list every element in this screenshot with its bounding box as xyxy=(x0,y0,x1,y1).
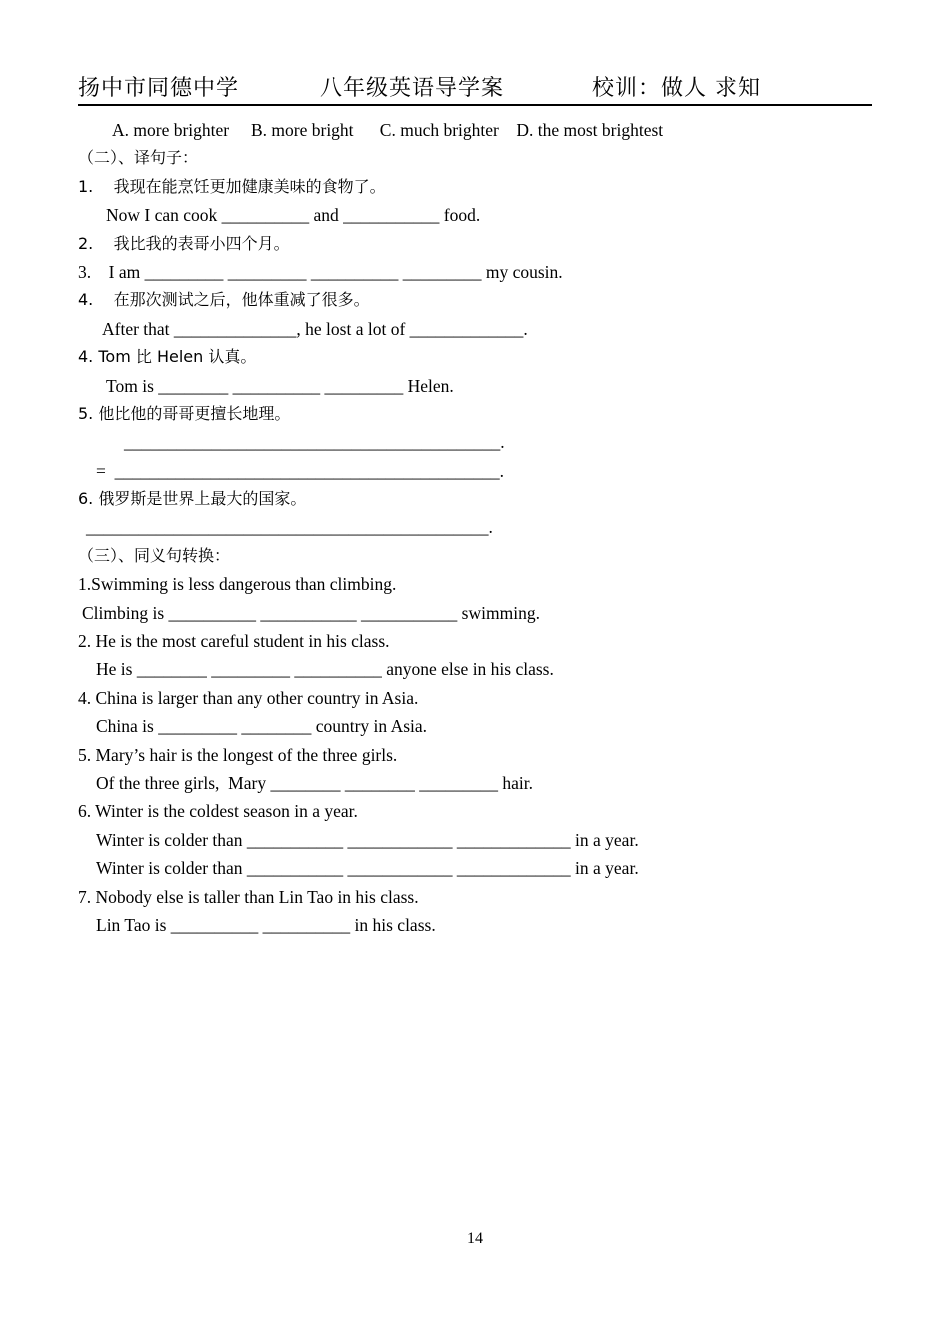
worksheet-line: China is _________ ________ country in Asia. xyxy=(96,716,428,737)
worksheet-line: After that ______________, he lost a lot of _____________. xyxy=(102,318,528,339)
worksheet-line: （三）、同义句转换： xyxy=(78,545,231,565)
worksheet-line: 3. I am _________ _________ __________ _________ my cousin. xyxy=(78,261,563,282)
worksheet-line: 2. 我比我的表哥小四个月。 xyxy=(78,233,290,253)
worksheet-line: 4. 在那次测试之后，他体重减了很多。 xyxy=(78,290,370,310)
worksheet-line: 5. 他比他的哥哥更擅长地理。 xyxy=(78,403,291,423)
header-school: 扬中市同德中学 xyxy=(78,76,240,101)
header-title: 八年级英语导学案 xyxy=(320,76,505,101)
worksheet-line: 1.Swimming is less dangerous than climbing. xyxy=(78,574,397,595)
worksheet-line: A. more brighter B. more bright C. much brighter D. the most brightest xyxy=(112,120,664,140)
worksheet-line: 6. 俄罗斯是世界上最大的国家。 xyxy=(78,489,307,509)
worksheet-line: Lin Tao is __________ __________ in his class. xyxy=(96,914,436,935)
worksheet-line: Tom is ________ __________ _________ Helen. xyxy=(106,375,454,396)
header-motto: 校训：做人 求知 xyxy=(592,76,761,101)
worksheet-line: He is ________ _________ __________ anyone else in his class. xyxy=(96,659,554,680)
page-number: 14 xyxy=(467,1230,483,1247)
worksheet-line: ___________________________________________. xyxy=(124,432,505,453)
worksheet-line: ______________________________________________. xyxy=(86,517,493,538)
worksheet-line: Winter is colder than ___________ ____________ _____________ in a year. xyxy=(96,829,639,850)
worksheet-line: Climbing is __________ ___________ ___________ swimming. xyxy=(82,602,540,623)
worksheet-line: 1. 我现在能烹饪更加健康美味的食物了。 xyxy=(78,176,386,196)
worksheet-line: Winter is colder than ___________ ____________ _____________ in a year. xyxy=(96,858,639,879)
worksheet-line: Of the three girls, Mary ________ ________ _________ hair. xyxy=(96,772,533,793)
worksheet-line: 6. Winter is the coldest season in a year. xyxy=(78,801,358,822)
worksheet-line: 7. Nobody else is taller than Lin Tao in his class. xyxy=(78,886,419,907)
worksheet-line: 4. Tom 比 Helen 认真。 xyxy=(78,347,257,367)
worksheet-line: 2. He is the most careful student in his class. xyxy=(78,631,390,652)
page-header xyxy=(78,74,872,106)
worksheet-line: = ____________________________________________. xyxy=(96,460,504,481)
worksheet-line: Now I can cook __________ and ___________ food. xyxy=(106,205,481,226)
worksheet-line: 5. Mary’s hair is the longest of the three girls. xyxy=(78,744,398,765)
worksheet-content xyxy=(78,116,878,939)
worksheet-line: （二）、译句子： xyxy=(78,148,199,168)
worksheet-line: 4. China is larger than any other country in Asia. xyxy=(78,687,419,708)
